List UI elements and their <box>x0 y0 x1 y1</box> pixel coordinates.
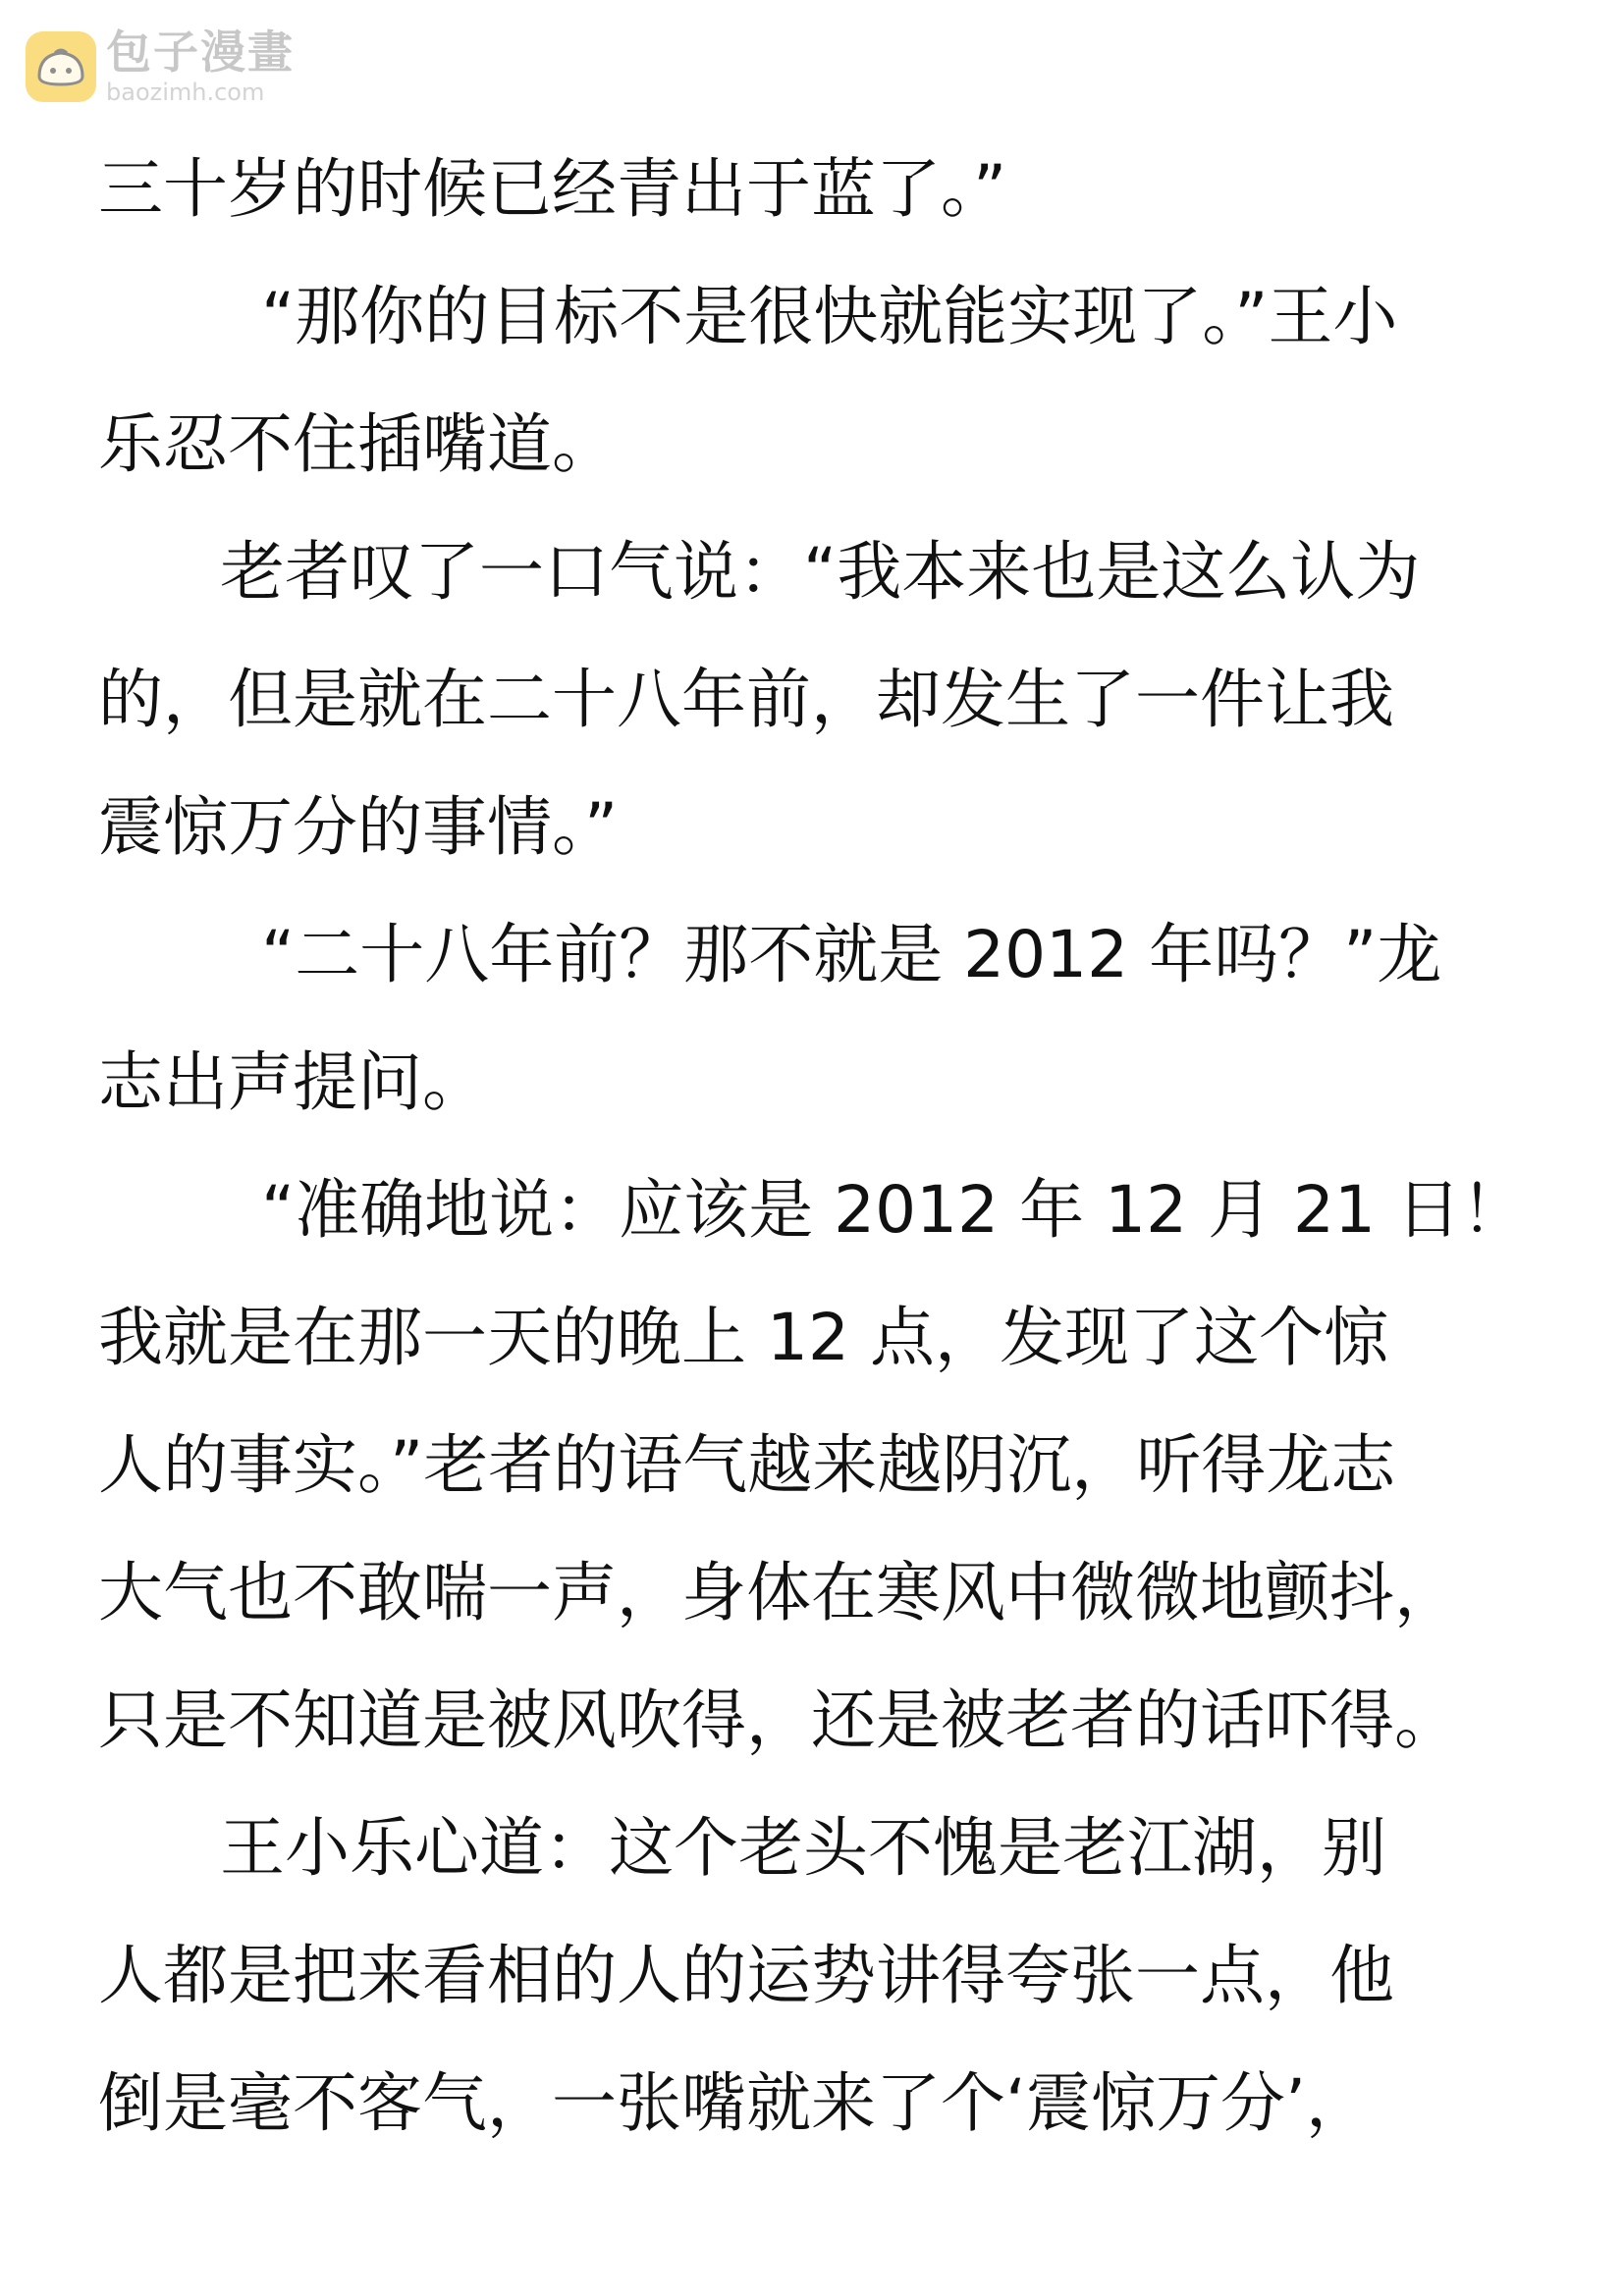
text-line: 震惊万分的事情。” <box>98 789 619 865</box>
text-line: 人的事实。”老者的语气越来越阴沉，听得龙志 <box>98 1427 1396 1503</box>
text-line: 人都是把来看相的人的运势讲得夸张一点，他 <box>98 1938 1394 2013</box>
text-line: 我就是在那一天的晚上 12 点，发现了这个惊 <box>98 1300 1388 1375</box>
watermark-url: baozimh.com <box>106 79 265 106</box>
text-line: “准确地说：应该是 2012 年 12 月 21 日！ <box>261 1172 1526 1248</box>
text-line: 只是不知道是被风吹得，还是被老者的话吓得。 <box>98 1682 1459 1758</box>
bun-logo-icon <box>26 31 96 102</box>
text-line: 王小乐心道：这个老头不愧是老江湖，别 <box>220 1810 1386 1886</box>
watermark <box>26 26 295 106</box>
text-line: “那你的目标不是很快就能实现了。”王小 <box>261 279 1398 354</box>
text-line: “二十八年前？那不就是 2012 年吗？”龙 <box>261 917 1442 992</box>
text-line: 志出声提问。 <box>98 1044 487 1120</box>
text-line: 的，但是就在二十八年前，却发生了一件让我 <box>98 662 1394 737</box>
text-body <box>98 126 1538 2167</box>
text-line: 倒是毫不客气，一张嘴就来了个‘震惊万分’， <box>98 2065 1371 2141</box>
text-line: 大气也不敢喘一声，身体在寒风中微微地颤抖， <box>98 1555 1459 1630</box>
watermark-brand: 包子漫畫 <box>106 26 295 79</box>
text-line: 乐忍不住插嘴道。 <box>98 406 617 482</box>
text-line: 老者叹了一口气说：“我本来也是这么认为 <box>220 534 1421 610</box>
text-line: 三十岁的时候已经青出于蓝了。” <box>98 151 1007 227</box>
